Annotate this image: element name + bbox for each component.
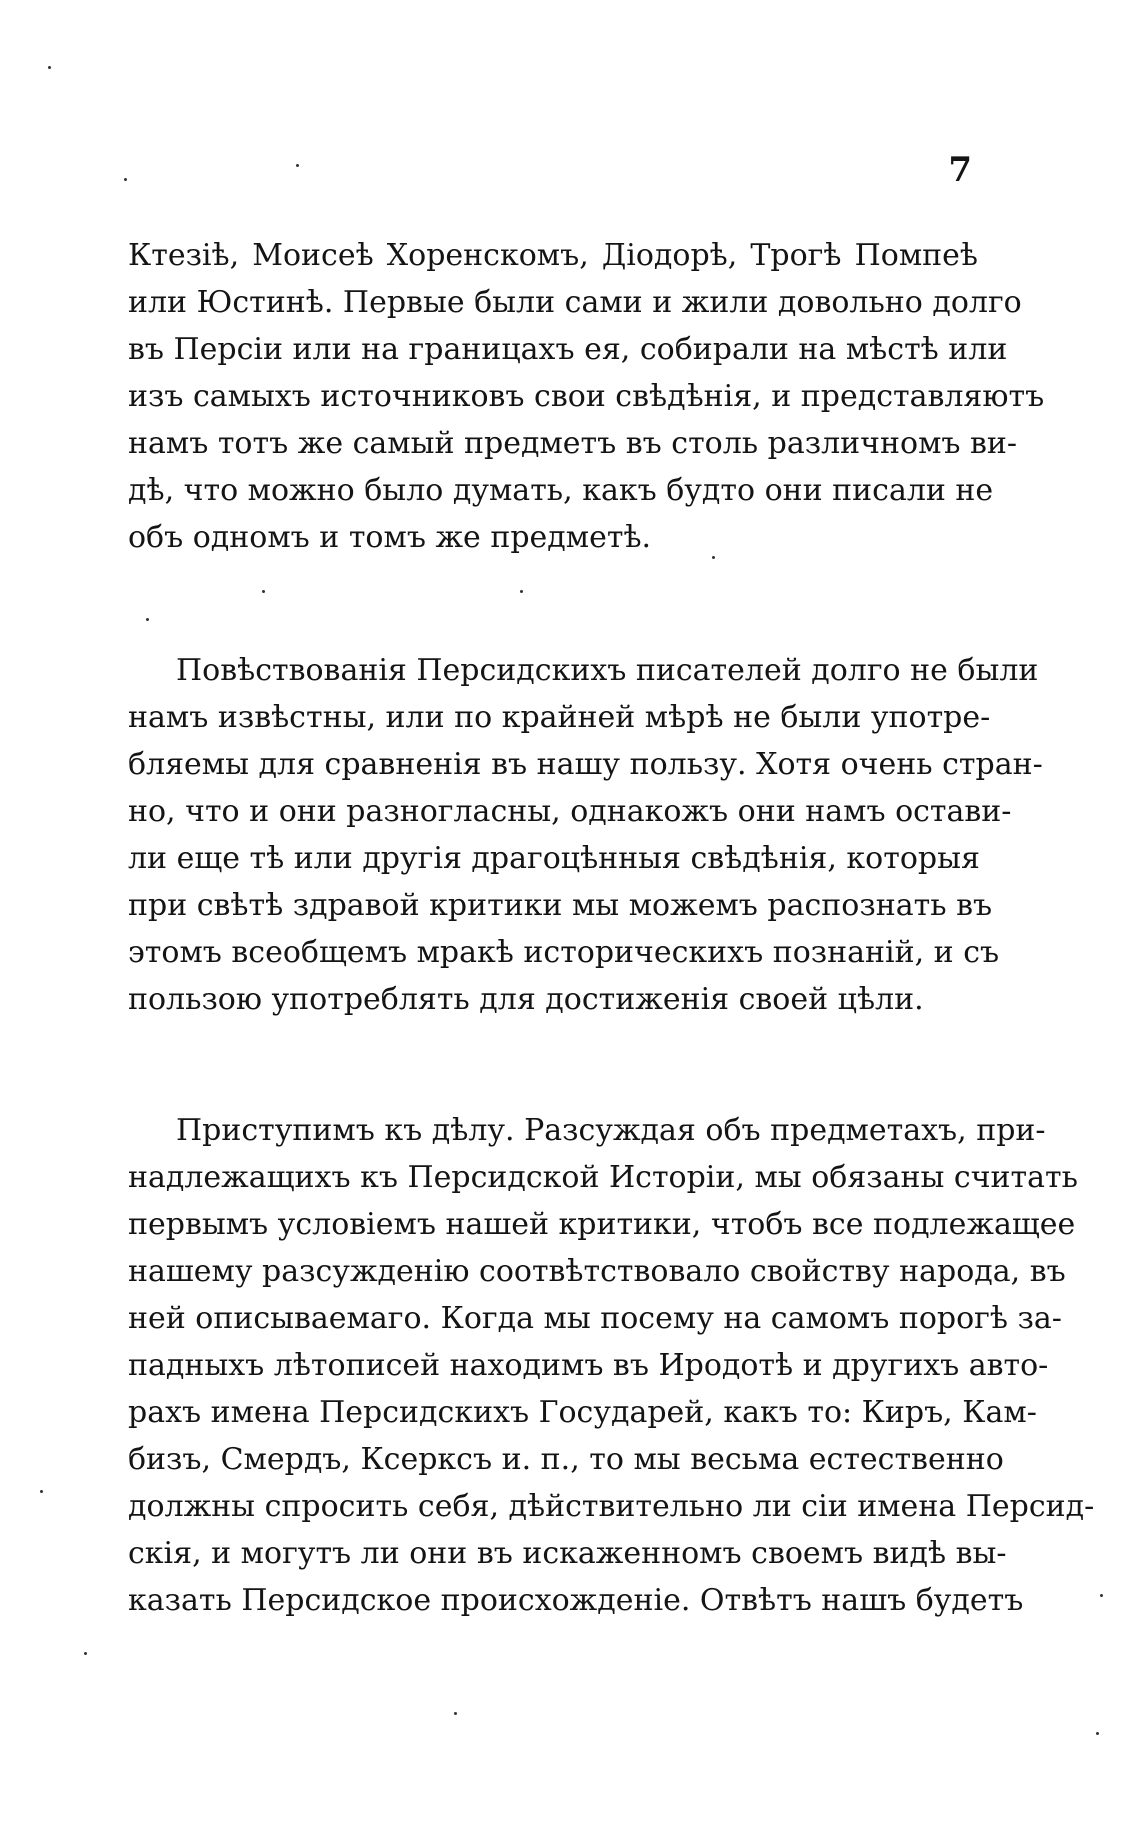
scan-speck [1096,1732,1099,1735]
paragraph-1 [128,232,1045,561]
text-line: или Юстинѣ. Первые были сами и жили довольно долго [128,285,1022,320]
text-line: Повѣствованія Персидскихъ писателей долго не были [176,653,1039,688]
text-line: Ктезіѣ, Моисеѣ Хоренскомъ, Діодорѣ, Трогѣ Помпеѣ [128,238,978,273]
text-line: этомъ всеобщемъ мракѣ историческихъ познаній, и съ [128,935,1000,970]
paragraph-2 [128,647,1043,1023]
scan-speck [712,556,715,559]
text-line: падныхъ лѣтописей находимъ въ Иродотѣ и другихъ авто- [128,1348,1049,1383]
text-line: бляемы для сравненія въ нашу пользу. Хотя очень стран- [128,747,1043,782]
text-line: намъ извѣстны, или по крайней мѣрѣ не были употре- [128,700,991,735]
scan-speck [1100,1594,1103,1597]
paragraph-spacer [128,1023,978,1107]
scan-speck [262,590,265,593]
text-line: намъ тотъ же самый предметъ въ столь различномъ ви- [128,426,1018,461]
text-line: но, что и они разногласны, однакожъ они намъ остави- [128,794,1012,829]
text-line: казать Персидское происхожденіе. Отвѣтъ нашъ будетъ [128,1583,1024,1618]
scan-speck [40,1490,43,1493]
scan-speck [84,1652,87,1655]
text-line: дѣ, что можно было думать, какъ будто они писали не [128,473,994,508]
text-line: ли еще тѣ или другія драгоцѣнныя свѣдѣнія, которыя [128,841,980,876]
scan-speck [48,66,51,69]
text-line: первымъ условіемъ нашей критики, чтобъ все подлежащее [128,1207,1076,1242]
text-line: въ Персіи или на границахъ ея, собирали на мѣстѣ или [128,332,1008,367]
text-line: Приступимъ къ дѣлу. Разсуждая объ предметахъ, при- [176,1113,1046,1148]
text-line: скія, и могутъ ли они въ искаженномъ своемъ видѣ вы- [128,1536,1007,1571]
scan-speck [146,618,149,621]
text-line: ней описываемаго. Когда мы посему на самомъ порогѣ за- [128,1301,1062,1336]
text-line: при свѣтѣ здравой критики мы можемъ распознать въ [128,888,993,923]
scan-speck [124,178,127,181]
text-line: изъ самыхъ источниковъ свои свѣдѣнія, и представляютъ [128,379,1045,414]
text-line: пользою употреблять для достиженія своей цѣли. [128,982,924,1017]
scan-speck [296,164,299,167]
text-line: должны спросить себя, дѣйствительно ли сіи имена Персид- [128,1489,1095,1524]
text-line: рахъ имена Персидскихъ Государей, какъ то: Киръ, Кам- [128,1395,1037,1430]
text-line: надлежащихъ къ Персидской Исторіи, мы обязаны считать [128,1160,1078,1195]
body-text [128,232,1095,1624]
paragraph-spacer [128,561,978,647]
text-line: бизъ, Смердъ, Ксерксъ и. п., то мы весьма естественно [128,1442,1004,1477]
page-number: 7 [948,150,972,190]
scan-speck [520,590,523,593]
paragraph-3 [128,1107,1095,1624]
text-line: объ одномъ и томъ же предметѣ. [128,520,652,555]
text-line: нашему разсужденію соотвѣтствовало свойству народа, въ [128,1254,1066,1289]
scan-speck [454,1712,457,1715]
